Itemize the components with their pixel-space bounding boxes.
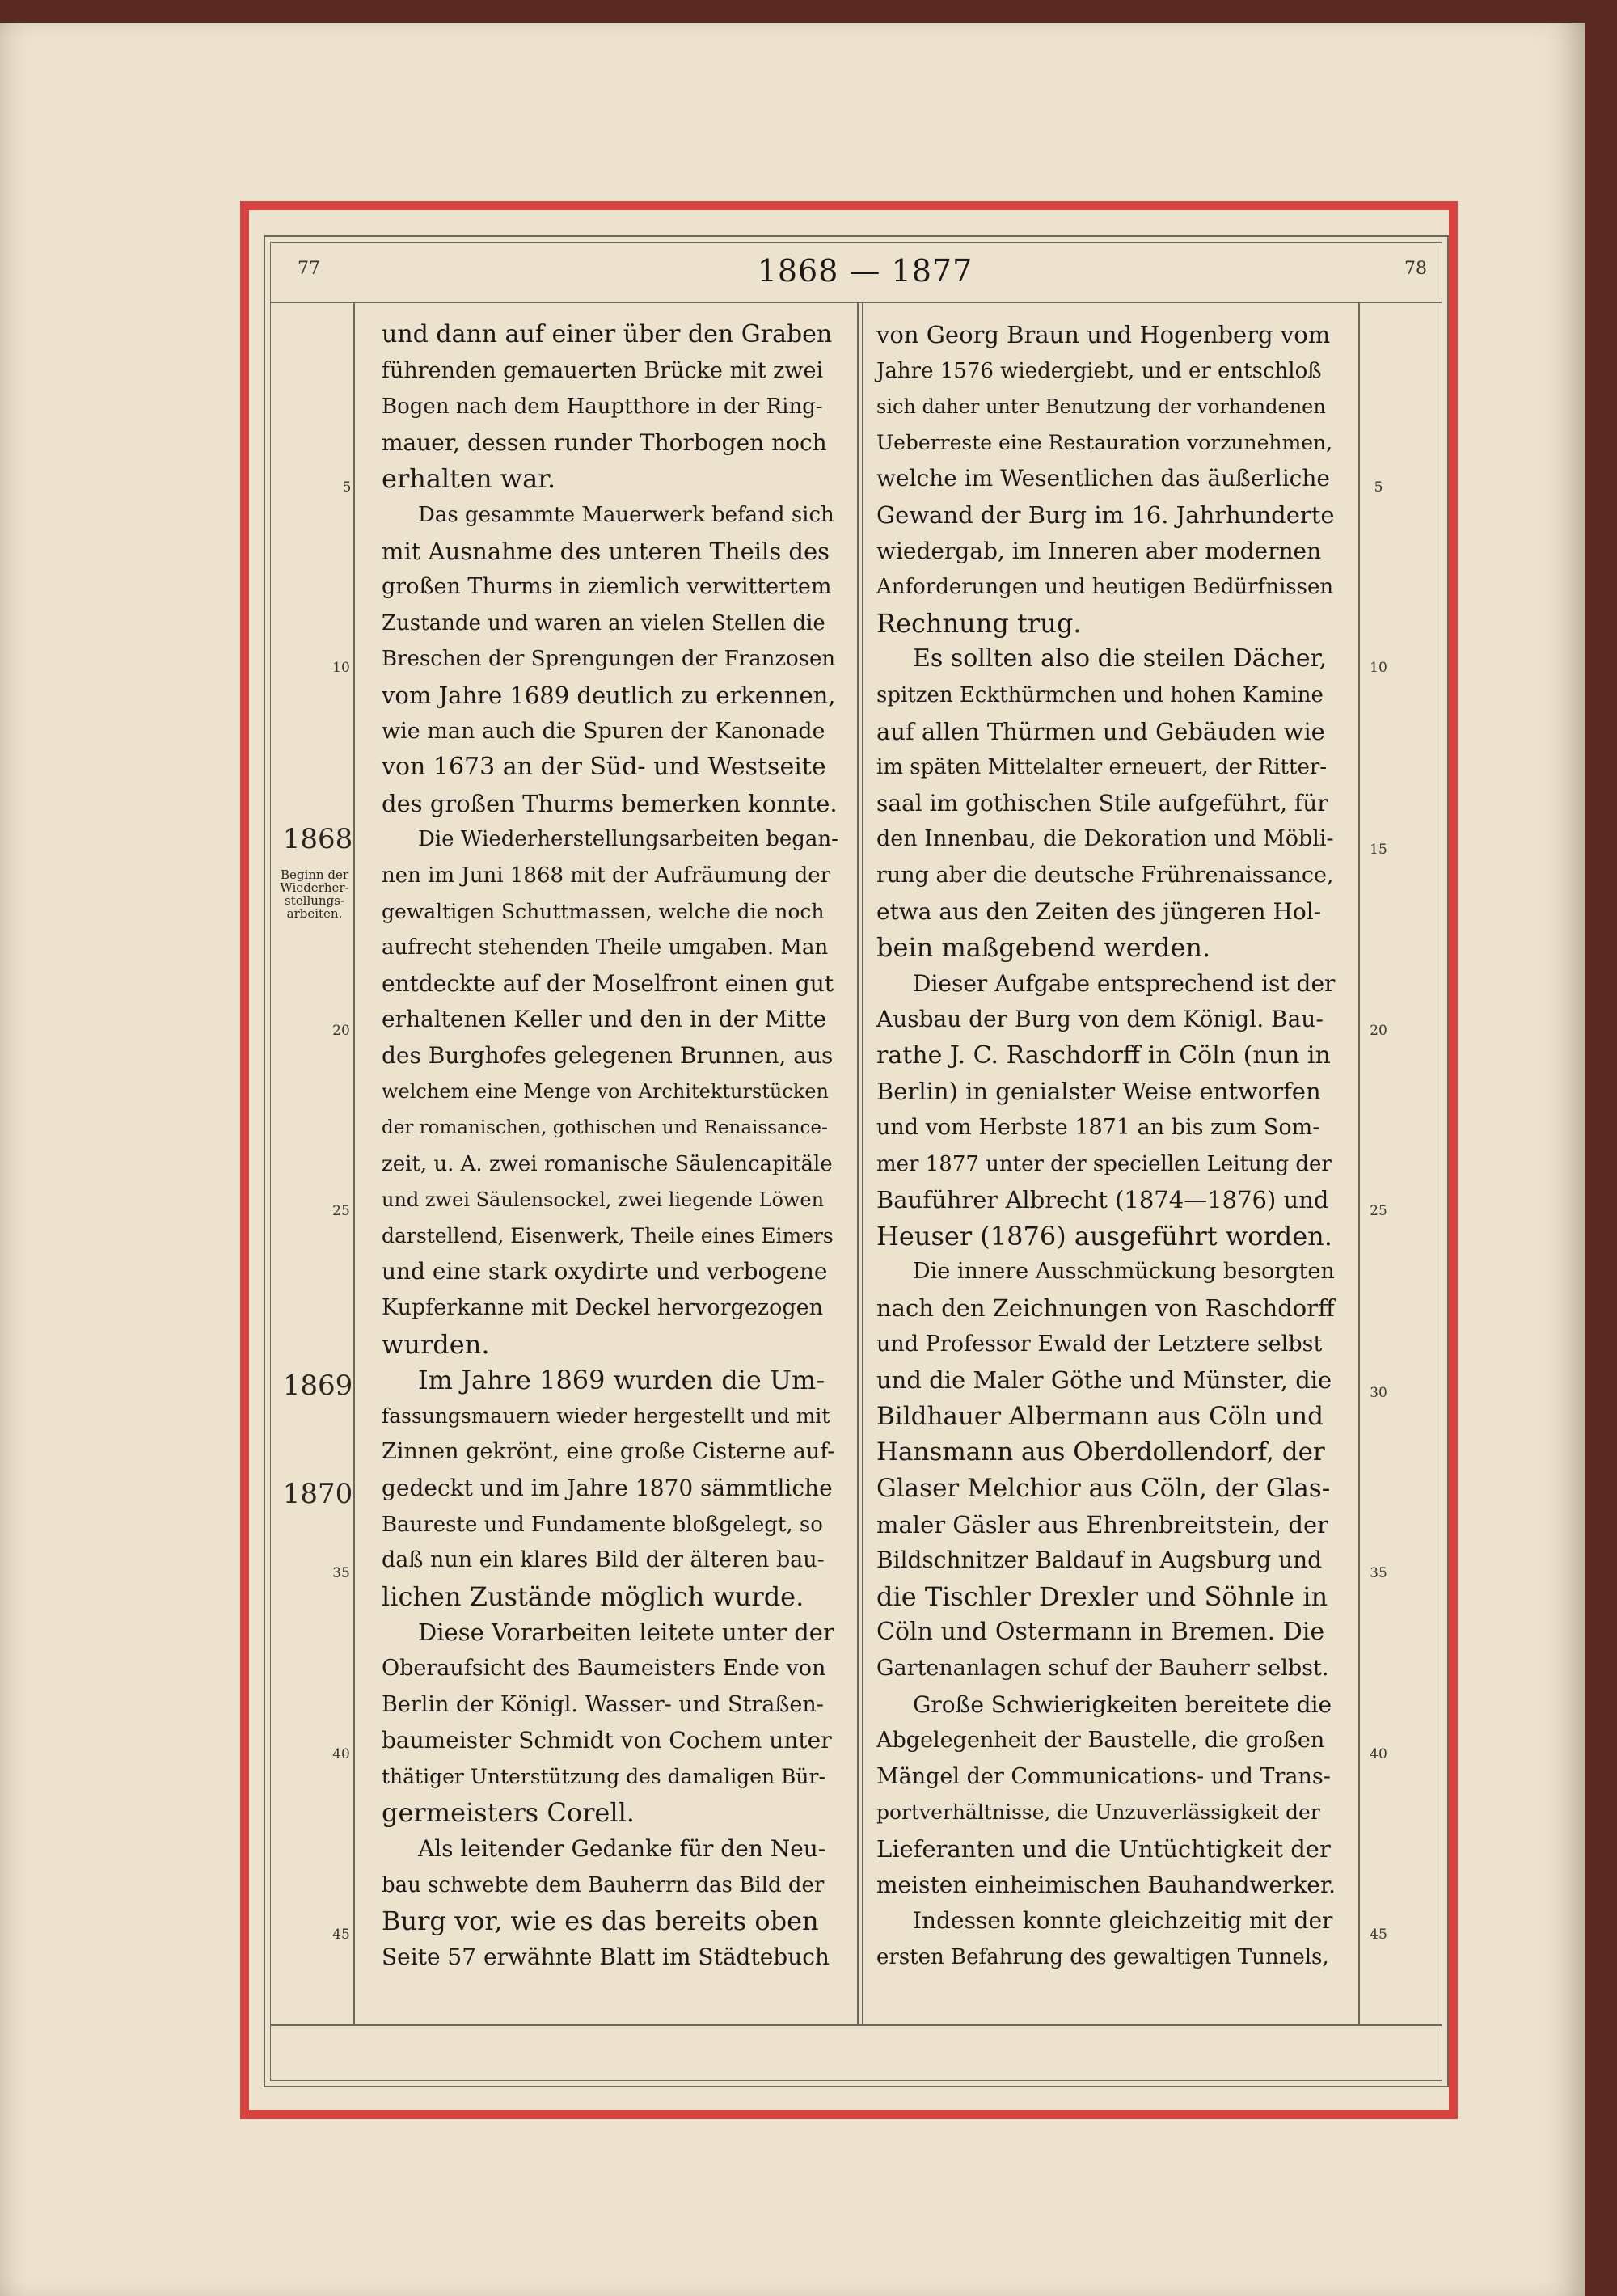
text-line: Große Schwierigkeiten bereitete die (913, 1690, 1332, 1718)
line-number: 25 (332, 1203, 350, 1219)
text-line: und vom Herbste 1871 an bis zum Som- (876, 1115, 1320, 1141)
text-line: Anforderungen und heutigen Bedürfnissen (876, 575, 1334, 600)
text-line: Bauführer Albrecht (1874—1876) und (876, 1186, 1329, 1214)
page-title: 1868 — 1877 (757, 253, 973, 289)
text-line: zeit, u. A. zwei romanische Säulencapitäle (382, 1151, 833, 1176)
text-line: Berlin) in genialster Weise entworfen (876, 1078, 1321, 1106)
line-number: 10 (332, 660, 350, 676)
text-line: rung aber die deutsche Frührenaissance, (876, 862, 1334, 888)
margin-note: Beginn der Wiederher-stellungs-arbeiten. (280, 867, 349, 921)
text-line: baumeister Schmidt von Cochem unter (382, 1727, 832, 1754)
text-line: entdeckte auf der Moselfront einen gut (382, 969, 834, 997)
text-line: Bildhauer Albermann aus Cöln und (876, 1401, 1324, 1431)
text-line: meisten einheimischen Bauhandwerker. (876, 1871, 1336, 1898)
text-line: daß nun ein klares Bild der älteren bau- (382, 1547, 825, 1573)
line-number: 15 (1370, 842, 1387, 858)
text-line: Indessen konnte gleichzeitig mit der (913, 1907, 1333, 1935)
text-line: und zwei Säulensockel, zwei liegende Löwen (382, 1188, 825, 1212)
text-line: rathe J. C. Raschdorff in Cöln (nun in (876, 1040, 1331, 1070)
text-line: Die innere Ausschmückung besorgten (913, 1259, 1335, 1285)
line-number: 30 (1370, 1385, 1387, 1401)
line-number: 40 (1370, 1746, 1387, 1762)
text-line: aufrecht stehenden Theile umgaben. Man (382, 935, 829, 960)
text-line: Hansmann aus Oberdollendorf, der (876, 1437, 1325, 1467)
text-line: Ueberreste eine Restauration vorzunehmen, (876, 430, 1333, 454)
text-line: portverhältnisse, die Unzuverlässigkeit der (876, 1800, 1320, 1825)
text-line: Gewand der Burg im 16. Jahrhunderte (876, 500, 1335, 529)
text-line: wiedergab, im Inneren aber modernen (876, 537, 1322, 564)
line-number: 40 (332, 1746, 350, 1762)
text-line: Das gesammte Mauerwerk befand sich (418, 502, 834, 527)
text-line: nach den Zeichnungen von Raschdorff (876, 1294, 1335, 1323)
text-line: großen Thurms in ziemlich verwittertem (382, 574, 832, 600)
text-line: Mängel der Communications- und Trans- (876, 1763, 1331, 1789)
text-line: und eine stark oxydirte und verbogene (382, 1258, 828, 1285)
text-line: Kupferkanne mit Deckel hervorgezogen (382, 1295, 823, 1321)
text-line: Zinnen gekrönt, eine große Cisterne auf- (382, 1439, 835, 1465)
text-line: Glaser Melchior aus Cöln, der Glas- (876, 1474, 1331, 1503)
text-line: welchem eine Menge von Architekturstücken (382, 1080, 830, 1104)
text-line: führenden gemauerten Brücke mit zwei (382, 357, 824, 383)
page (0, 23, 1585, 2296)
text-line: ersten Befahrung des gewaltigen Tunnels, (876, 1944, 1329, 1969)
column-divider-left (857, 302, 859, 2024)
right-text-column (876, 317, 1336, 1975)
text-line: vom Jahre 1689 deutlich zu erkennen, (382, 681, 836, 709)
text-line: nen im Juni 1868 mit der Aufräumung der (382, 863, 831, 888)
line-number: 25 (1370, 1203, 1387, 1219)
text-line: von 1673 an der Süd- und Westseite (382, 753, 826, 782)
text-line: des großen Thurms bemerken konnte. (382, 789, 838, 817)
text-line: Seite 57 erwähnte Blatt im Städtebuch (382, 1943, 830, 1970)
text-line: den Innenbau, die Dekoration und Möbli- (876, 826, 1334, 852)
text-line: Cöln und Ostermann in Bremen. Die (876, 1618, 1325, 1647)
text-line: Als leitender Gedanke für den Neu- (418, 1834, 826, 1862)
text-line: im späten Mittelalter erneuert, der Ritter- (876, 755, 1328, 780)
text-line: Baureste und Fundamente bloßgelegt, so (382, 1512, 823, 1537)
page-number-right: 78 (1404, 259, 1427, 279)
text-line: des Burghofes gelegenen Brunnen, aus (382, 1041, 834, 1069)
text-line: von Georg Braun und Hogenberg vom (876, 321, 1331, 348)
text-line: saal im gothischen Stile aufgeführt, für (876, 789, 1328, 817)
line-number: 10 (1370, 660, 1387, 676)
text-line: Berlin der Königl. Wasser- und Straßen- (382, 1691, 824, 1717)
margin-year-1870: 1870 (282, 1478, 353, 1510)
text-line: Diese Vorarbeiten leitete unter der (418, 1619, 834, 1647)
left-text-column (382, 317, 838, 1975)
text-line: etwa aus den Zeiten des jüngeren Hol- (876, 897, 1322, 925)
text-line: bein maßgebend werden. (876, 932, 1211, 964)
text-line: Oberaufsicht des Baumeisters Ende von (382, 1655, 826, 1681)
text-line: Bildschnitzer Baldauf in Augsburg und (876, 1547, 1323, 1574)
text-line: Gartenanlagen schuf der Bauherr selbst. (876, 1655, 1329, 1681)
text-line: und Professor Ewald der Letztere selbst (876, 1331, 1323, 1357)
right-margin-rule (1358, 302, 1360, 2024)
text-line: Breschen der Sprengungen der Franzosen (382, 647, 836, 672)
text-line: und die Maler Göthe und Münster, die (876, 1366, 1332, 1395)
text-line: Die Wiederherstellungsarbeiten began- (418, 827, 838, 852)
text-line: darstellend, Eisenwerk, Theile eines Eimers (382, 1223, 834, 1247)
text-line: mauer, dessen runder Thorbogen noch (382, 428, 827, 456)
text-line: mit Ausnahme des unteren Theils des (382, 537, 830, 565)
text-line: Heuser (1876) ausgeführt worden. (876, 1220, 1332, 1251)
text-line: der romanischen, gothischen und Renaissance- (382, 1117, 828, 1139)
text-line: spitzen Eckthürmchen und hohen Kamine (876, 682, 1324, 707)
text-line: gewaltigen Schuttmassen, welche die noch (382, 899, 825, 923)
text-line: wurden. (382, 1328, 490, 1360)
text-line: sich daher unter Benutzung der vorhandenen (876, 395, 1326, 419)
text-line: Jahre 1576 wiedergiebt, und er entschloß (876, 358, 1322, 383)
text-line: bau schwebte dem Bauherrn das Bild der (382, 1872, 825, 1897)
text-line: germeisters Corell. (382, 1797, 635, 1829)
left-margin-rule (353, 302, 355, 2024)
text-line: fassungsmauern wieder hergestellt und mit (382, 1403, 830, 1428)
text-line: maler Gäsler aus Ehrenbreitstein, der (876, 1510, 1328, 1538)
text-line: erhaltenen Keller und den in der Mitte (382, 1006, 827, 1033)
text-line: Zustande und waren an vielen Stellen die (382, 610, 825, 635)
line-number: 35 (1370, 1565, 1387, 1581)
text-line: lichen Zustände möglich wurde. (382, 1581, 804, 1612)
margin-year-1868: 1868 (282, 823, 353, 855)
text-line: Abgelegenheit der Baustelle, die großen (876, 1728, 1325, 1754)
line-number: 35 (332, 1565, 350, 1581)
text-line: welche im Wesentlichen das äußerliche (876, 465, 1330, 492)
line-number: 5 (1374, 479, 1383, 496)
text-line: thätiger Unterstützung des damaligen Bür- (382, 1764, 825, 1788)
text-line: Im Jahre 1869 wurden die Um- (418, 1365, 825, 1396)
column-divider-right (862, 302, 863, 2024)
text-line: und dann auf einer über den Graben (382, 320, 833, 348)
line-number: 20 (1370, 1023, 1387, 1039)
text-line: erhalten war. (382, 463, 556, 495)
text-line: Rechnung trug. (876, 607, 1082, 639)
line-number: 20 (332, 1023, 350, 1039)
text-line: Es sollten also die steilen Dächer, (913, 644, 1328, 673)
text-line: Ausbau der Burg von dem Königl. Bau- (876, 1006, 1324, 1033)
text-line: Lieferanten und die Untüchtigkeit der (876, 1834, 1331, 1863)
text-line: mer 1877 unter der speciellen Leitung der (876, 1151, 1332, 1176)
text-line: wie man auch die Spuren der Kanonade (382, 718, 825, 744)
footer-rule (270, 2024, 1442, 2026)
header-rule (270, 302, 1442, 303)
margin-year-1869: 1869 (282, 1370, 353, 1402)
line-number: 5 (342, 479, 352, 496)
text-line: Bogen nach dem Hauptthore in der Ring- (382, 395, 823, 420)
text-line: die Tischler Drexler und Söhnle in (876, 1581, 1328, 1612)
text-line: gedeckt und im Jahre 1870 sämmtliche (382, 1475, 833, 1501)
page-number-left: 77 (298, 259, 320, 279)
text-line: Burg vor, wie es das bereits oben (382, 1906, 819, 1937)
line-number: 45 (332, 1927, 350, 1943)
text-line: auf allen Thürmen und Gebäuden wie (876, 717, 1325, 745)
text-line: Dieser Aufgabe entsprechend ist der (913, 969, 1336, 997)
line-number: 45 (1370, 1927, 1387, 1943)
